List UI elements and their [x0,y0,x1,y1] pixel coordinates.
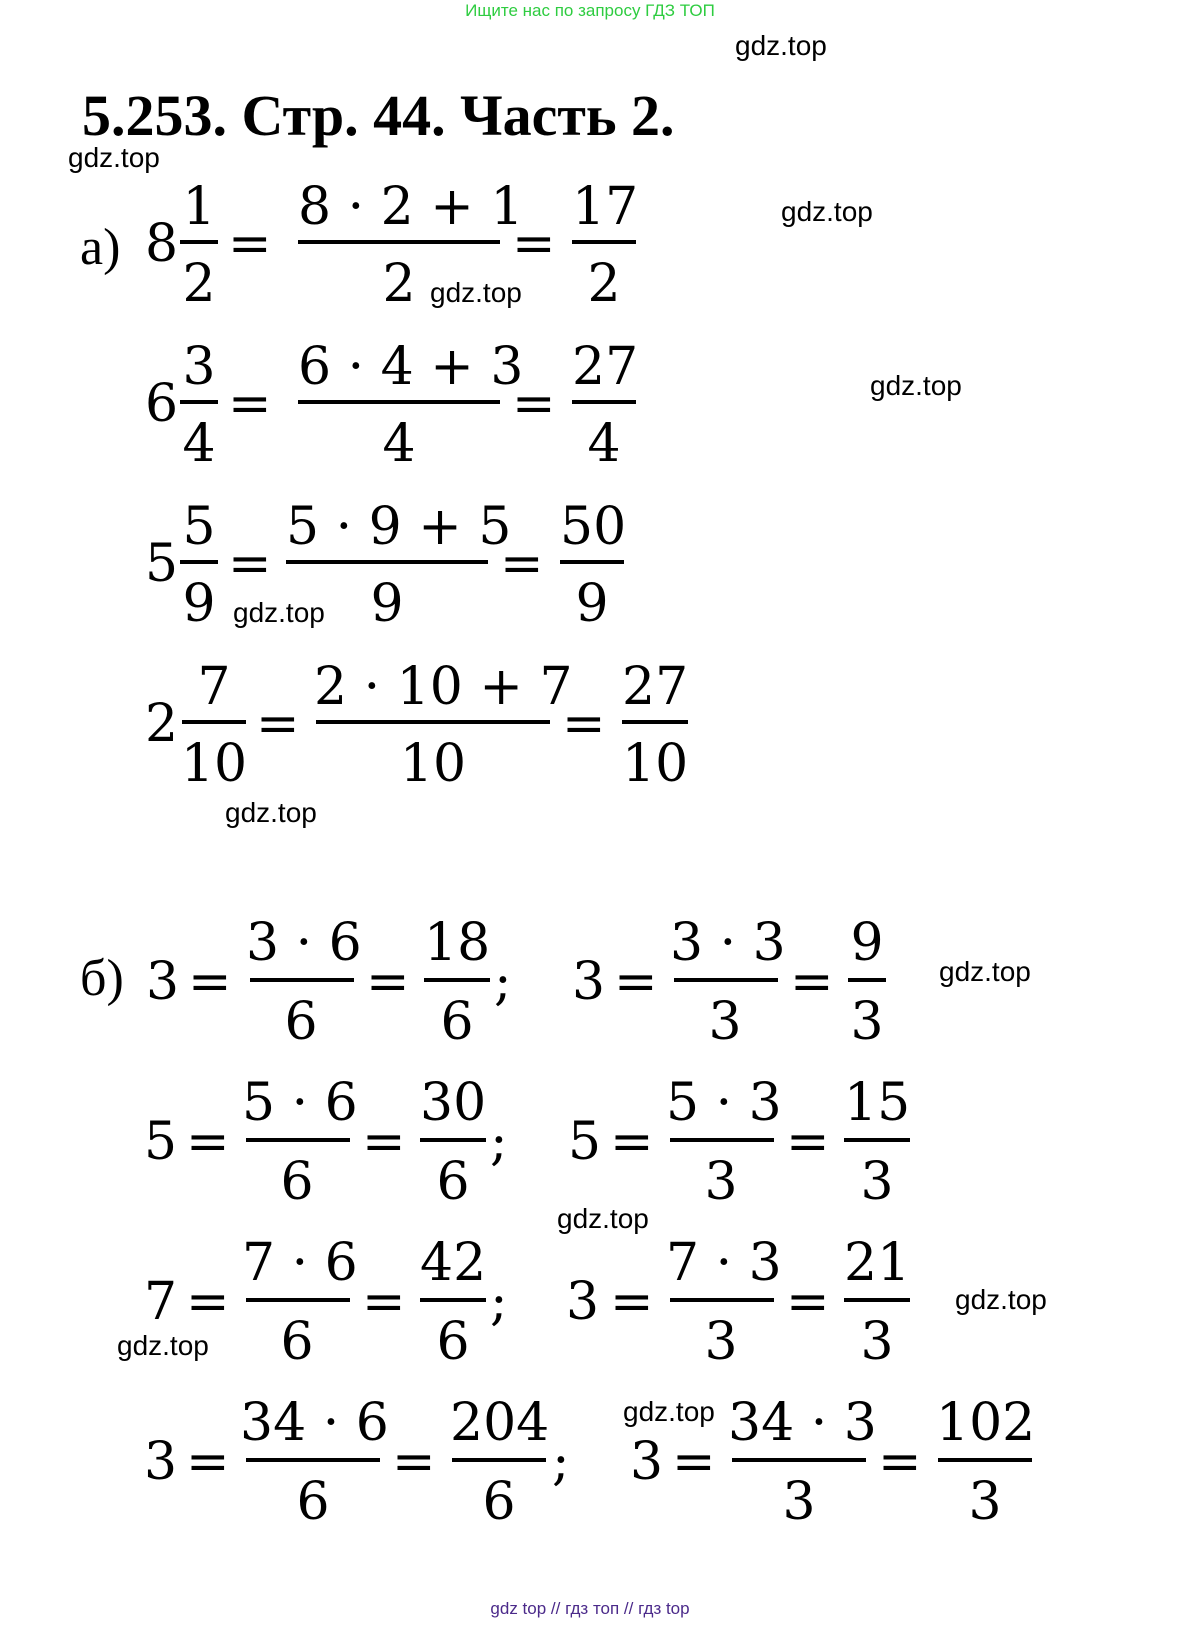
result-numerator: 17 [572,177,639,237]
mixed-whole: 8 [145,214,179,274]
integer: 5 [144,1112,178,1172]
result-denominator: 2 [587,254,621,314]
product-numerator: 34 · 3 [728,1393,877,1453]
watermark: gdz.top [430,277,522,308]
result-denominator: 3 [968,1472,1002,1532]
equals-sign: = [672,1432,716,1492]
fraction-bar [246,1458,380,1462]
result-denominator: 3 [850,992,884,1052]
result-denominator: 6 [436,1152,470,1212]
product-numerator: 7 · 6 [242,1233,358,1293]
watermark: gdz.top [939,956,1031,987]
fraction-bar [316,720,550,724]
semicolon: ; [490,1112,508,1172]
integer: 3 [566,1272,600,1332]
mixed-whole: 5 [145,534,179,594]
integer: 3 [572,952,606,1012]
result-numerator: 30 [420,1073,487,1133]
expression-denominator: 10 [399,734,467,794]
mixed-numerator: 3 [182,337,216,397]
footer-links[interactable]: gdz top // гдз топ // гдз top [490,1599,690,1618]
equals-sign: = [512,214,556,274]
expression-denominator: 9 [370,574,404,634]
equals-sign: = [256,694,300,754]
fraction-bar [732,1458,866,1462]
expression-denominator: 2 [382,254,416,314]
watermark: gdz.top [623,1396,715,1427]
fraction-bar [848,978,886,982]
equals-sign: = [228,374,272,434]
fraction-bar [844,1138,910,1142]
fraction-bar [246,1298,350,1302]
result-denominator: 3 [860,1312,894,1372]
product-numerator: 7 · 3 [666,1233,782,1293]
result-numerator: 18 [424,913,491,973]
fraction-bar [670,1138,774,1142]
semicolon: ; [494,952,512,1012]
fraction-bar [298,400,500,404]
product-denominator: 3 [782,1472,816,1532]
product-denominator: 6 [284,992,318,1052]
fraction-bar [420,1138,486,1142]
result-numerator: 42 [420,1233,487,1293]
fraction-bar [424,978,490,982]
product-denominator: 6 [280,1152,314,1212]
expression-numerator: 5 · 9 + 5 [286,497,512,557]
integer: 3 [144,1432,178,1492]
fraction-bar [622,720,688,724]
result-numerator: 102 [936,1393,1036,1453]
integer: 3 [146,952,180,1012]
mixed-numerator: 1 [182,177,216,237]
fraction-bar [938,1458,1032,1462]
expression-numerator: 8 · 2 + 1 [298,177,524,237]
result-numerator: 9 [850,913,884,973]
result-denominator: 9 [575,574,609,634]
product-numerator: 3 · 3 [670,913,786,973]
mixed-denominator: 9 [182,574,216,634]
product-denominator: 3 [704,1312,738,1372]
watermark: gdz.top [233,597,325,628]
fraction-bar [560,560,624,564]
equals-sign: = [786,1272,830,1332]
fraction-bar [298,240,500,244]
fraction-bar [180,400,218,404]
fraction-bar [180,560,218,564]
mixed-denominator: 2 [182,254,216,314]
result-numerator: 21 [844,1233,911,1293]
fraction-bar [572,400,636,404]
mixed-numerator: 5 [182,497,216,557]
equals-sign: = [186,1272,230,1332]
watermark: gdz.top [781,196,873,227]
result-denominator: 6 [482,1472,516,1532]
integer: 7 [144,1272,178,1332]
equals-sign: = [392,1432,436,1492]
watermark: gdz.top [870,370,962,401]
equals-sign: = [500,534,544,594]
result-denominator: 4 [587,414,621,474]
result-denominator: 3 [860,1152,894,1212]
integer: 3 [630,1432,664,1492]
product-denominator: 3 [708,992,742,1052]
fraction-bar [572,240,636,244]
equals-sign: = [610,1272,654,1332]
fraction-bar [182,720,246,724]
integer: 5 [568,1112,602,1172]
result-numerator: 27 [622,657,689,717]
part-b-label: б) [80,950,124,1007]
mixed-numerator: 7 [197,657,231,717]
equals-sign: = [562,694,606,754]
equals-sign: = [614,952,658,1012]
equals-sign: = [362,1112,406,1172]
watermark: gdz.top [955,1284,1047,1315]
equals-sign: = [878,1432,922,1492]
fraction-bar [286,560,488,564]
watermark: gdz.top [68,142,160,173]
watermark: gdz.top [735,30,827,61]
expression-denominator: 4 [382,414,416,474]
product-numerator: 5 · 3 [666,1073,782,1133]
equals-sign: = [186,1432,230,1492]
fraction-bar [674,978,778,982]
result-denominator: 10 [622,734,689,794]
part-a-label: а) [80,219,121,276]
top-banner[interactable]: Ищите нас по запросу ГДЗ ТОП [465,1,715,20]
result-denominator: 6 [440,992,474,1052]
result-denominator: 6 [436,1312,470,1372]
watermark: gdz.top [117,1330,209,1361]
watermark: gdz.top [557,1203,649,1234]
equals-sign: = [188,952,232,1012]
result-numerator: 50 [560,497,627,557]
expression-numerator: 6 · 4 + 3 [298,337,524,397]
fraction-bar [246,1138,350,1142]
equals-sign: = [228,534,272,594]
mixed-denominator: 4 [182,414,216,474]
result-numerator: 204 [450,1393,550,1453]
semicolon: ; [552,1432,570,1492]
product-numerator: 3 · 6 [246,913,362,973]
product-numerator: 34 · 6 [240,1393,389,1453]
expression-numerator: 2 · 10 + 7 [314,657,573,717]
fraction-bar [420,1298,486,1302]
page-title: 5.253. Стр. 44. Часть 2. [82,83,675,148]
product-denominator: 6 [280,1312,314,1372]
equals-sign: = [228,214,272,274]
equals-sign: = [512,374,556,434]
watermark: gdz.top [225,797,317,828]
mixed-whole: 6 [145,374,179,434]
semicolon: ; [490,1272,508,1332]
product-denominator: 6 [296,1472,330,1532]
result-numerator: 15 [844,1073,911,1133]
fraction-bar [180,240,218,244]
fraction-bar [250,978,354,982]
mixed-whole: 2 [145,694,179,754]
fraction-bar [670,1298,774,1302]
result-numerator: 27 [572,337,639,397]
product-numerator: 5 · 6 [242,1073,358,1133]
equals-sign: = [610,1112,654,1172]
fraction-bar [452,1458,546,1462]
mixed-denominator: 10 [180,734,248,794]
product-denominator: 3 [704,1152,738,1212]
equals-sign: = [786,1112,830,1172]
equals-sign: = [790,952,834,1012]
fraction-bar [844,1298,910,1302]
equals-sign: = [366,952,410,1012]
equals-sign: = [362,1272,406,1332]
equals-sign: = [186,1112,230,1172]
